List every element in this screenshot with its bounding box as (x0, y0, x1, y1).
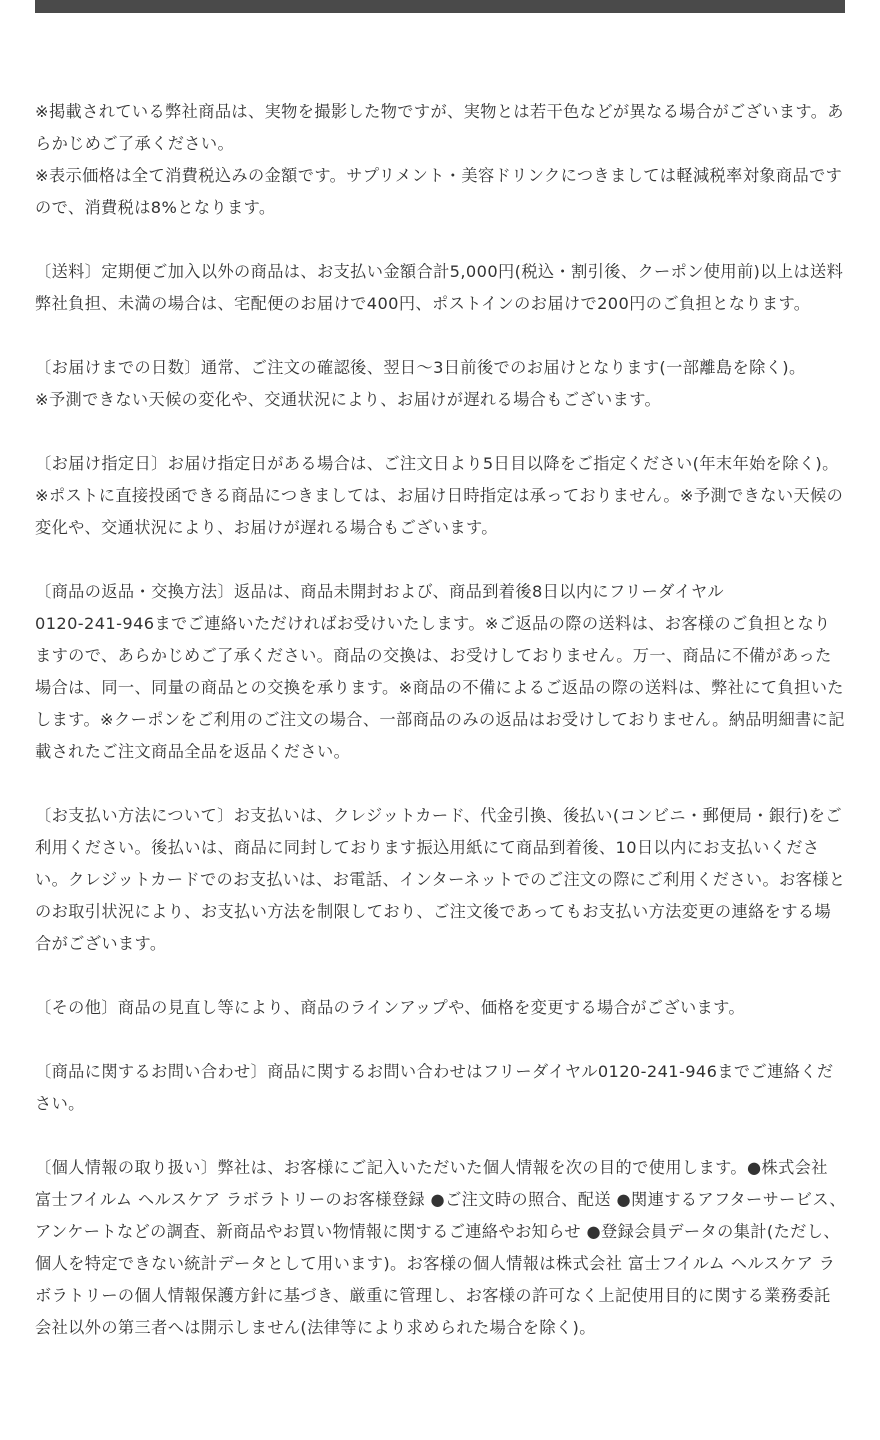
returns-notice: 〔商品の返品・交換方法〕返品は、商品未開封および、商品到着後8日以内にフリーダイヤル 0120-241-946までご連絡いただければお受けいたします。※ご返品の際の送料は、お客様のご負担となりますので、あらかじめご了承ください。商品の交換は、お受けしておりません。万一、商品に不備があった場合は、同一、同量の商品との交換を承ります。※商品の不備によるご返品の際の送料は、弊社にて負担いたします。※クーポンをご利用のご注文の場合、一部商品のみの返品はお受けしておりません。納品明細書に記載されたご注文商品全品を返品ください。 (35, 582, 845, 761)
shipping-notice: 〔送料〕定期便ご加入以外の商品は、お支払い金額合計5,000円(税込・割引後、クーポン使用前)以上は送料弊社負担、未満の場合は、宅配便のお届けで400円、ポストインのお届けで200円のご負担となります。 (35, 262, 844, 313)
notice-text-block (35, 96, 847, 1376)
inquiry-notice: 〔商品に関するお問い合わせ〕商品に関するお問い合わせはフリーダイヤル0120-241-946までご連絡ください。 (35, 1062, 834, 1113)
intro-notice: ※掲載されている弊社商品は、実物を撮影した物ですが、実物とは若干色などが異なる場合がございます。あらかじめご了承ください。 ※表示価格は全て消費税込みの金額です。サプリメント・美容ドリンクにつきましては軽減税率対象商品ですので、消費税は8%となります。 (35, 102, 844, 217)
privacy-notice: 〔個人情報の取り扱い〕弊社は、お客様にご記入いただいた個人情報を次の目的で使用します。●株式会社 富士フイルム ヘルスケア ラボラトリーのお客様登録 ●ご注文時の照合、配送 ●関連するアフターサービス、アンケートなどの調査、新商品やお買い物情報に関するご連絡やお知らせ ●登録会員データの集計(ただし、個人を特定できない統計データとして用います)。お客様の個人情報は株式会社 富士フイルム ヘルスケア ラボラトリーの個人情報保護方針に基づき、厳重に管理し、お客様の許可なく上記使用目的に関する業務委託会社以外の第三者へは開示しません(法律等により求められた場合を除く)。 (35, 1158, 847, 1337)
delivery-date-notice: 〔お届け指定日〕お届け指定日がある場合は、ご注文日より5日目以降をご指定ください(年末年始を除く)。※ポストに直接投函できる商品につきましては、お届け日時指定は承っておりません。※予測できない天候の変化や、交通状況により、お届けが遅れる場合もございます。 (35, 454, 844, 537)
top-divider-bar (35, 0, 845, 13)
payment-notice: 〔お支払い方法について〕お支払いは、クレジットカード、代金引換、後払い(コンビニ・郵便局・銀行)をご利用ください。後払いは、商品に同封しております振込用紙にて商品到着後、10日以内にお支払いください。クレジットカードでのお支払いは、お電話、インターネットでのご注文の際にご利用ください。お客様とのお取引状況により、お支払い方法を制限しており、ご注文後であってもお支払い方法変更の連絡をする場合がございます。 (35, 806, 846, 953)
delivery-days-notice: 〔お届けまでの日数〕通常、ご注文の確認後、翌日〜3日前後でのお届けとなります(一部離島を除く)。 ※予測できない天候の変化や、交通状況により、お届けが遅れる場合もございます。 (35, 358, 806, 409)
other-notice: 〔その他〕商品の見直し等により、商品のラインアップや、価格を変更する場合がございます。 (35, 998, 746, 1017)
